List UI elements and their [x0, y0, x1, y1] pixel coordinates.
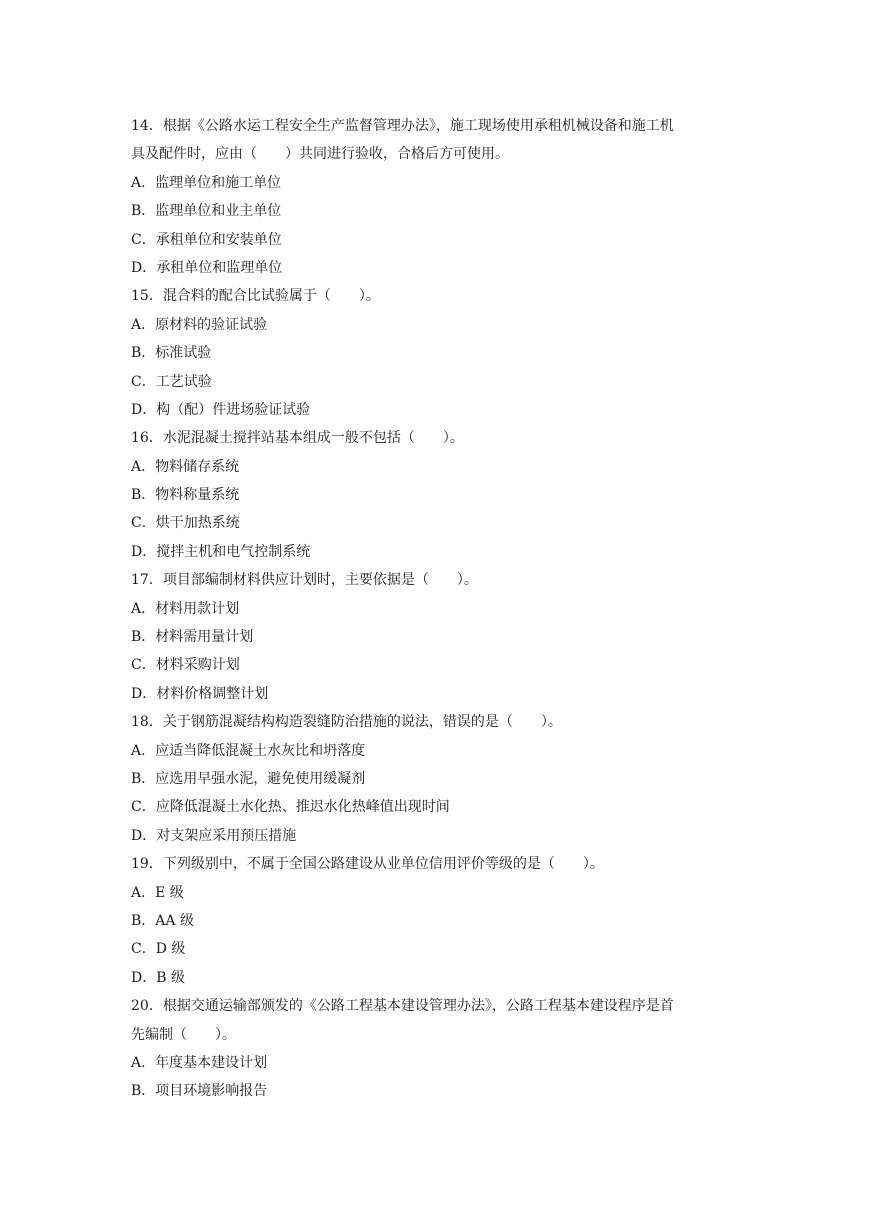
answer-option: A．材料用款计划: [131, 600, 240, 617]
question-block: [131, 992, 751, 1106]
question-block: [131, 850, 751, 992]
answer-option: D．构（配）件进场验证试验: [131, 401, 311, 418]
answer-option: A．监理单位和施工单位: [131, 174, 282, 191]
answer-option: A．应适当降低混凝土水灰比和坍落度: [131, 742, 366, 759]
answer-option: B．应选用早强水泥，避免使用缓凝剂: [131, 770, 366, 787]
question-block: [131, 424, 751, 566]
answer-option: B．项目环境影响报告: [131, 1083, 268, 1100]
answer-option: B．监理单位和业主单位: [131, 203, 282, 220]
answer-option: D．对支架应采用预压措施: [131, 827, 297, 844]
question-block: [131, 112, 751, 282]
answer-option: D．搅拌主机和电气控制系统: [131, 543, 311, 560]
question-block: [131, 708, 751, 850]
answer-option: B．标准试验: [131, 345, 212, 362]
answer-option: B．AA 级: [131, 912, 194, 929]
question-stem-line: 20．根据交通运输部颁发的《公路工程基本建设管理办法》，公路工程基本建设程序是首: [131, 998, 674, 1015]
answer-option: C．材料采购计划: [131, 657, 240, 674]
question-stem-line: 17．项目部编制材料供应计划时，主要依据是（ ）。: [131, 572, 478, 589]
question-stem-line: 16．水泥混凝土搅拌站基本组成一般不包括（ ）。: [131, 430, 464, 447]
answer-option: B．物料称量系统: [131, 487, 240, 504]
answer-option: A．物料储存系统: [131, 458, 240, 475]
question-stem-line: 15．混合料的配合比试验属于（ ）。: [131, 288, 380, 305]
answer-option: C．工艺试验: [131, 373, 212, 390]
question-list: [131, 112, 751, 1106]
answer-option: D．材料价格调整计划: [131, 685, 269, 702]
answer-option: C．D 级: [131, 941, 186, 958]
question-block: [131, 566, 751, 708]
answer-option: C．承租单位和安装单位: [131, 231, 282, 248]
question-stem-line: 具及配件时，应由（ ）共同进行验收，合格后方可使用。: [131, 146, 509, 163]
answer-option: D．B 级: [131, 969, 185, 986]
answer-option: C．烘干加热系统: [131, 515, 240, 532]
answer-option: A．原材料的验证试验: [131, 316, 268, 333]
answer-option: D．承租单位和监理单位: [131, 259, 283, 276]
question-block: [131, 282, 751, 424]
answer-option: B．材料需用量计划: [131, 629, 254, 646]
question-stem-line: 18．关于钢筋混凝结构构造裂缝防治措施的说法，错误的是（ ）。: [131, 714, 562, 731]
question-stem-line: 19．下列级别中，不属于全国公路建设从业单位信用评价等级的是（ ）。: [131, 856, 604, 873]
answer-option: C．应降低混凝土水化热、推迟水化热峰值出现时间: [131, 799, 450, 816]
question-stem-line: 先编制（ ）。: [131, 1026, 236, 1043]
answer-option: A．E 级: [131, 884, 184, 901]
question-stem-line: 14．根据《公路水运工程安全生产监督管理办法》，施工现场使用承租机械设备和施工机: [131, 118, 674, 134]
answer-option: A．年度基本建设计划: [131, 1054, 268, 1071]
